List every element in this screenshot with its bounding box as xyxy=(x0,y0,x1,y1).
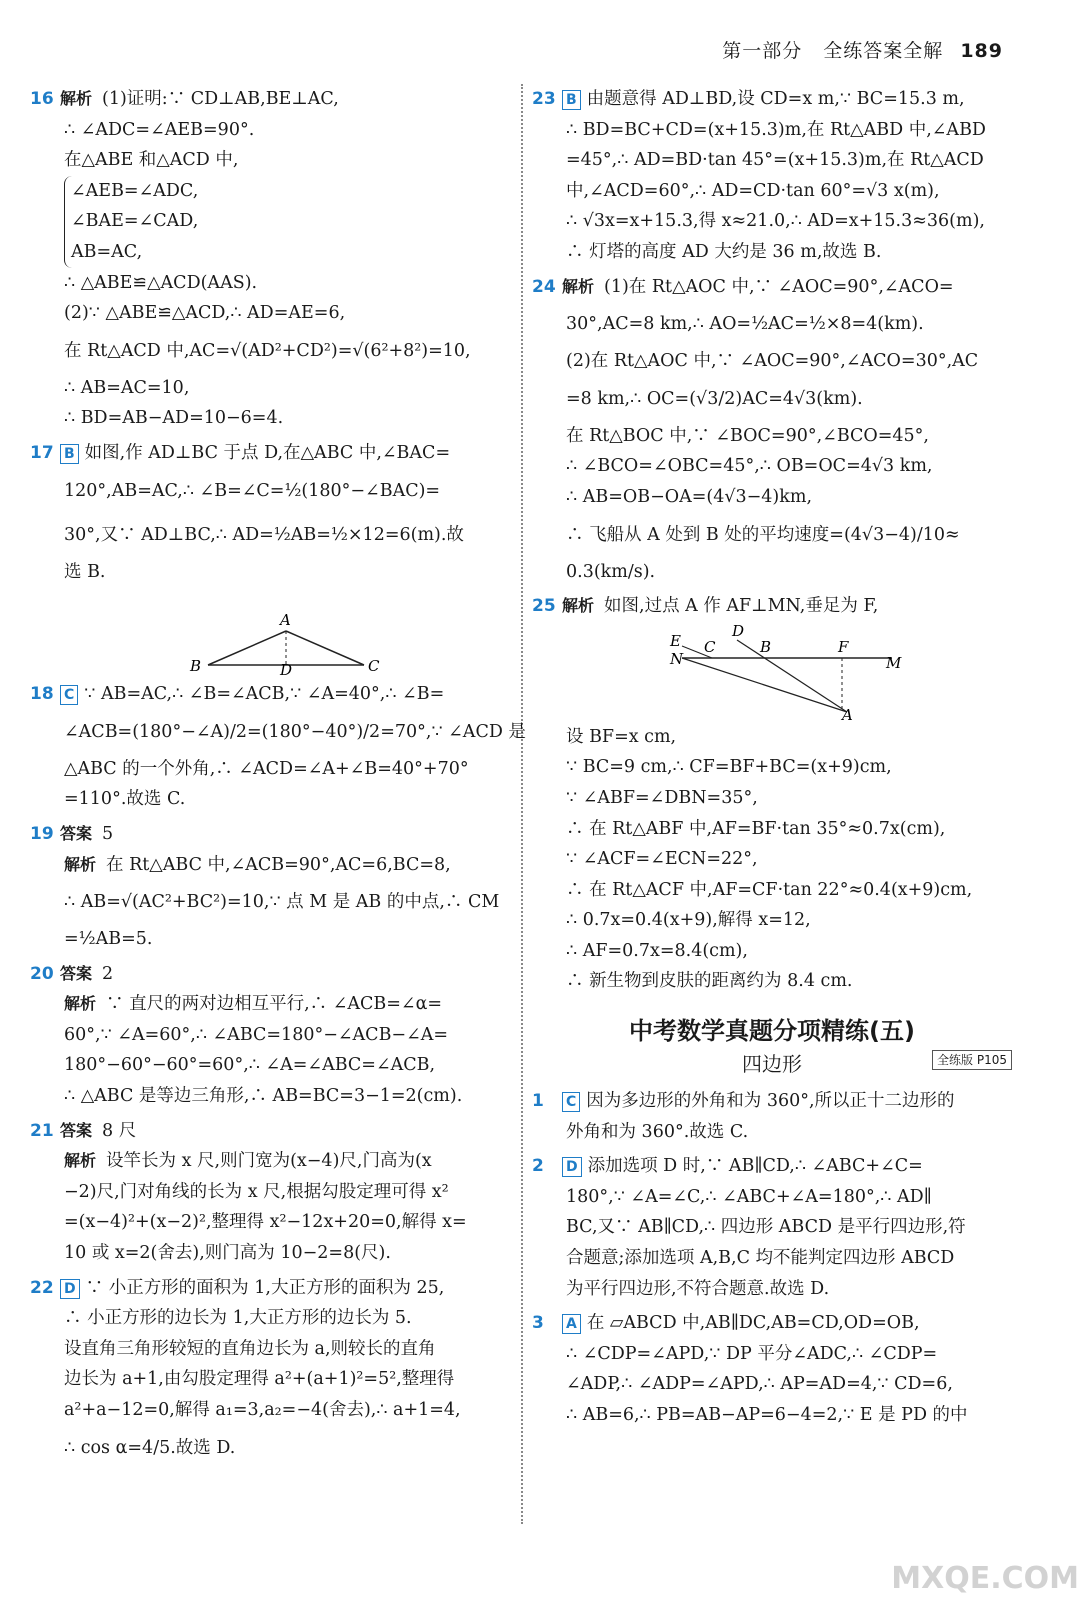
question-21 xyxy=(30,1116,508,1269)
brace-line: ∠AEB=∠ADC, xyxy=(71,180,199,201)
question-number: 16 xyxy=(30,89,54,109)
solution-line: 因为多边形的外角和为 360°,所以正十二边形的 xyxy=(586,1091,955,1112)
answer-value: 5 xyxy=(102,823,114,844)
solution-line: (1)在 Rt△AOC 中,∵ ∠AOC=90°,∠ACO= xyxy=(604,276,954,297)
solution-line: a²+a−12=0,解得 a₁=3,a₂=−4(舍去),∴ a+1=4, xyxy=(64,1400,461,1420)
question-23 xyxy=(532,84,1012,268)
section-question-2 xyxy=(532,1151,1012,1304)
question-16 xyxy=(30,84,508,434)
solution-line: 10 或 x=2(舍去),则门高为 10−2=8(尺). xyxy=(64,1243,391,1264)
header-section: 第一部分 xyxy=(722,40,803,62)
solution-line: ∴ cos α=4/5.故选 D. xyxy=(64,1437,236,1458)
right-column xyxy=(532,84,1012,1435)
solution-line: ∴ △ABE≌△ACD(AAS). xyxy=(64,272,258,293)
question-number: 1 xyxy=(532,1091,544,1112)
solution-line: =110°.故选 C. xyxy=(64,789,186,810)
equation-brace xyxy=(64,176,508,268)
solution-line: 在 Rt△ABC 中,∠ACB=90°,AC=6,BC=8, xyxy=(106,854,451,875)
question-17 xyxy=(30,438,508,675)
solution-line: (1)证明:∵ CD⊥AB,BE⊥AC, xyxy=(102,89,339,109)
answer-mark: D xyxy=(562,1157,582,1177)
solution-line: ∴ BD=BC+CD=(x+15.3)m,在 Rt△ABD 中,∠ABD xyxy=(566,119,986,140)
answer-value: 2 xyxy=(102,963,114,984)
solution-line: 选 B. xyxy=(64,561,106,582)
solution-line: ∵ BC=9 cm,∴ CF=BF+BC=(x+9)cm, xyxy=(566,757,892,778)
label-b: B xyxy=(760,637,772,656)
solution-line: 由题意得 AD⊥BD,设 CD=x m,∵ BC=15.3 m, xyxy=(586,89,965,109)
section-title: 中考数学真题分项精练(五) xyxy=(629,1017,915,1046)
question-number: 24 xyxy=(532,276,556,297)
question-19 xyxy=(30,819,508,955)
question-number: 17 xyxy=(30,442,54,463)
section-subtitle-row xyxy=(532,1048,1012,1076)
solution-line: 在△ABE 和△ACD 中, xyxy=(64,150,239,171)
solution-line: −2)尺,门对角线的长为 x 尺,根据勾股定理可得 x² xyxy=(64,1181,449,1202)
analysis-tag: 解析 xyxy=(60,89,93,108)
solution-line: ∴ AB=√(AC²+BC²)=10,∵ 点 M 是 AB 的中点,∴ CM xyxy=(64,892,500,913)
solution-line: 30°,AC=8 km,∴ AO=½AC=½×8=4(km). xyxy=(566,314,924,335)
question-24 xyxy=(532,272,1012,588)
solution-line: 中,∠ACD=60°,∴ AD=CD·tan 60°=√3 x(m), xyxy=(566,180,940,201)
solution-line: ∵ ∠ACF=∠ECN=22°, xyxy=(566,849,758,870)
solution-line: 60°,∵ ∠A=60°,∴ ∠ABC=180°−∠ACB−∠A= xyxy=(64,1024,449,1045)
label-d: D xyxy=(732,621,745,640)
section-question-1 xyxy=(532,1086,1012,1147)
analysis-tag: 解析 xyxy=(64,994,97,1014)
solution-line: ∴ AB=OB−OA=(4√3−4)km, xyxy=(566,486,813,507)
question-number: 21 xyxy=(30,1120,54,1141)
answer-value: 8 尺 xyxy=(102,1120,137,1141)
solution-line: 合题意;添加选项 A,B,C 均不能判定四边形 ABCD xyxy=(566,1248,955,1269)
left-column xyxy=(30,84,526,1474)
analysis-tag: 解析 xyxy=(64,1151,97,1171)
solution-line: 30°,又∵ AD⊥BC,∴ AD=½AB=½×12=6(m).故 xyxy=(64,524,464,545)
label-b: B xyxy=(190,657,202,676)
solution-line: ∴ △ABC 是等边三角形,∴ AB=BC=3−1=2(cm). xyxy=(64,1086,463,1107)
question-22 xyxy=(30,1273,508,1470)
solution-line: (2)在 Rt△AOC 中,∵ ∠AOC=90°,∠ACO=30°,AC xyxy=(566,351,979,372)
solution-line: ∴ √3x=x+15.3,得 x≈21.0,∴ AD=x+15.3≈36(m), xyxy=(566,211,985,232)
question-number: 19 xyxy=(30,823,54,844)
analysis-tag: 解析 xyxy=(64,854,97,874)
question-20 xyxy=(30,959,508,1112)
header-title: 全练答案全解 xyxy=(823,40,944,62)
solution-line: BC,又∵ AB∥CD,∴ 四边形 ABCD 是平行四边形,符 xyxy=(566,1217,966,1238)
label-a: A xyxy=(842,705,853,722)
page-header xyxy=(722,36,1003,63)
answer-mark: A xyxy=(562,1314,581,1334)
watermark: MXQE.COM xyxy=(891,1561,1079,1596)
solution-line: 外角和为 360°.故选 C. xyxy=(566,1121,749,1142)
label-m: M xyxy=(886,653,902,672)
section-subtitle: 四边形 xyxy=(742,1052,802,1077)
question-number: 22 xyxy=(30,1277,54,1298)
solution-line: ∴ 在 Rt△ACF 中,AF=CF·tan 22°≈0.4(x+9)cm, xyxy=(566,879,973,900)
solution-line: 设 BF=x cm, xyxy=(566,726,677,747)
analysis-tag: 解析 xyxy=(562,596,595,616)
solution-line: ∴ ∠CDP=∠APD,∵ DP 平分∠ADC,∴ ∠CDP= xyxy=(566,1343,938,1364)
solution-line: =(x−4)²+(x−2)²,整理得 x²−12x+20=0,解得 x= xyxy=(64,1212,467,1233)
solution-line: ∠ADP,∴ ∠ADP=∠APD,∴ AP=AD=4,∵ CD=6, xyxy=(566,1374,953,1395)
answer-mark: B xyxy=(562,90,581,110)
solution-line: 如图,作 AD⊥BC 于点 D,在△ABC 中,∠BAC= xyxy=(84,442,451,463)
answer-mark: C xyxy=(562,1092,580,1112)
solution-line: ∴ AB=6,∴ PB=AB−AP=6−4=2,∵ E 是 PD 的中 xyxy=(566,1405,968,1425)
label-a: A xyxy=(280,611,291,630)
solution-line: (2)∵ △ABE≌△ACD,∴ AD=AE=6, xyxy=(64,303,346,324)
solution-line: ∴ 飞船从 A 处到 B 处的平均速度=(4√3−4)/10≈ xyxy=(566,524,960,545)
question-number: 25 xyxy=(532,596,556,617)
solution-line: =½AB=5. xyxy=(64,929,153,950)
solution-line: ∴ 小正方形的边长为 1,大正方形的边长为 5. xyxy=(64,1308,412,1329)
solution-line: ∴ 在 Rt△ABF 中,AF=BF·tan 35°≈0.7x(cm), xyxy=(566,818,946,839)
solution-line: 0.3(km/s). xyxy=(566,561,656,582)
question-number: 3 xyxy=(532,1313,544,1334)
label-f: F xyxy=(838,637,849,656)
question-number: 2 xyxy=(532,1156,544,1177)
page-ref-badge: 全练版 P105 xyxy=(932,1050,1012,1070)
question-number: 18 xyxy=(30,684,54,705)
question-25 xyxy=(532,591,1012,997)
solution-line: ∴ 灯塔的高度 AD 大约是 36 m,故选 B. xyxy=(566,241,882,262)
solution-line: ∵ ∠ABF=∠DBN=35°, xyxy=(566,787,758,808)
solution-line: 为平行四边形,不符合题意.故选 D. xyxy=(566,1278,830,1299)
answer-mark: D xyxy=(60,1279,80,1299)
solution-line: ∴ 0.7x=0.4(x+9),解得 x=12, xyxy=(566,910,811,931)
solution-line: ∴ ∠ADC=∠AEB=90°. xyxy=(64,119,255,140)
page-number: 189 xyxy=(960,40,1003,62)
solution-line: ∵ AB=AC,∴ ∠B=∠ACB,∵ ∠A=40°,∴ ∠B= xyxy=(84,684,445,705)
answer-tag: 答案 xyxy=(60,823,93,843)
solution-line: 边长为 a+1,由勾股定理得 a²+(a+1)²=5²,整理得 xyxy=(64,1369,455,1390)
solution-line: ∴ BD=AB−AD=10−6=4. xyxy=(64,408,284,429)
solution-line: ∵ 小正方形的面积为 1,大正方形的面积为 25, xyxy=(85,1277,445,1298)
answer-tag: 答案 xyxy=(60,963,93,983)
label-c: C xyxy=(368,657,380,676)
solution-line: ∴ AF=0.7x=8.4(cm), xyxy=(566,940,748,961)
label-c: C xyxy=(704,637,716,656)
analysis-tag: 解析 xyxy=(562,276,595,296)
triangle-diagram xyxy=(30,587,508,675)
solution-line: 120°,AB=AC,∴ ∠B=∠C=½(180°−∠BAC)= xyxy=(64,480,441,501)
solution-line: =8 km,∴ OC=(√3/2)AC=4√3(km). xyxy=(566,388,863,409)
solution-line: △ABC 的一个外角,∴ ∠ACD=∠A+∠B=40°+70° xyxy=(64,758,469,779)
solution-line: ∵ 直尺的两对边相互平行,∴ ∠ACB=∠α= xyxy=(106,994,443,1015)
solution-line: ∴ 新生物到皮肤的距离约为 8.4 cm. xyxy=(566,971,853,992)
label-e: E xyxy=(670,631,681,650)
label-n: N xyxy=(670,649,684,668)
question-18 xyxy=(30,679,526,815)
column-divider xyxy=(521,84,523,1524)
solution-line: 设竿长为 x 尺,则门宽为(x−4)尺,门高为(x xyxy=(106,1151,432,1172)
answer-tag: 答案 xyxy=(60,1120,93,1140)
solution-line: ∠ACB=(180°−∠A)/2=(180°−40°)/2=70°,∵ ∠ACD 是 xyxy=(64,721,526,742)
skin-depth-diagram xyxy=(532,622,1012,722)
solution-line: 添加选项 D 时,∵ AB∥CD,∴ ∠ABC+∠C= xyxy=(587,1156,923,1177)
solution-line: ∴ AB=AC=10, xyxy=(64,377,190,398)
solution-line: 在 Rt△BOC 中,∵ ∠BOC=90°,∠BCO=45°, xyxy=(566,425,929,446)
skin-depth-figure xyxy=(532,622,1012,722)
triangle-figure xyxy=(30,587,508,675)
question-number: 23 xyxy=(532,89,556,109)
section-question-3 xyxy=(532,1308,1012,1430)
solution-line: 在 ▱ABCD 中,AB∥DC,AB=CD,OD=OB, xyxy=(586,1313,920,1334)
answer-mark: C xyxy=(60,685,78,705)
brace-line: AB=AC, xyxy=(71,241,143,262)
question-number: 20 xyxy=(30,963,54,984)
answer-mark: B xyxy=(60,444,79,464)
solution-line: 设直角三角形较短的直角边长为 a,则较长的直角 xyxy=(64,1338,436,1359)
brace-line: ∠BAE=∠CAD, xyxy=(71,211,199,232)
solution-line: 如图,过点 A 作 AF⊥MN,垂足为 F, xyxy=(604,596,879,617)
solution-line: ∴ ∠BCO=∠OBC=45°,∴ OB=OC=4√3 km, xyxy=(566,456,933,477)
solution-line: 在 Rt△ACD 中,AC=√(AD²+CD²)=√(6²+8²)=10, xyxy=(64,340,471,361)
solution-line: 180°,∵ ∠A=∠C,∴ ∠ABC+∠A=180°,∴ AD∥ xyxy=(566,1186,932,1207)
solution-line: 180°−60°−60°=60°,∴ ∠A=∠ABC=∠ACB, xyxy=(64,1055,436,1076)
solution-line: =45°,∴ AD=BD·tan 45°=(x+15.3)m,在 Rt△ACD xyxy=(566,150,984,171)
label-d: D xyxy=(280,661,293,676)
